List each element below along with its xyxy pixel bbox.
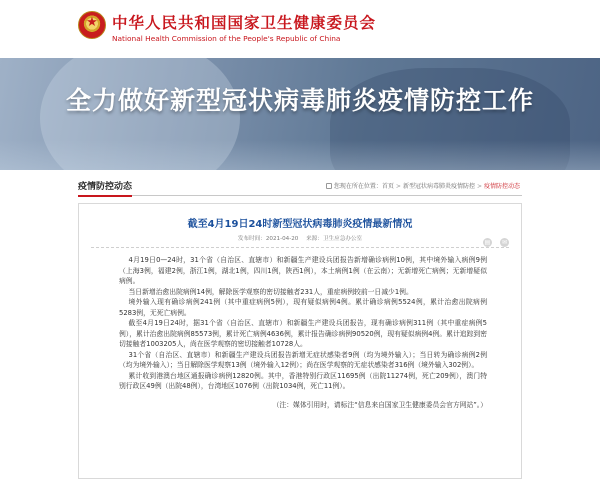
article-title: 截至4月19日24时新型冠状病毒肺炎疫情最新情况: [187, 219, 413, 230]
org-name-cn[interactable]: 中华人民共和国国家卫生健康委员会: [112, 14, 377, 32]
print-icon[interactable]: [483, 238, 492, 247]
section-title: 疫情防控动态: [78, 179, 132, 197]
home-icon: [326, 183, 332, 189]
national-emblem-icon[interactable]: [78, 11, 106, 39]
article-tools: [480, 232, 509, 251]
banner-decoration: [0, 140, 600, 170]
section-bar: [78, 178, 522, 196]
article-paragraph: 31个省（自治区、直辖市）和新疆生产建设兵团报告新增无症状感染者9例（均为境外输入）；当日转为确诊病例2例（均为境外输入）；当日解除医学观察13例（境外输入12例）；尚在医学观察的无症状感染者316例（境外输入302例）。: [119, 350, 487, 369]
breadcrumb-link-current[interactable]: 疫情防控动态: [483, 183, 520, 190]
breadcrumb-link-home[interactable]: 首页: [381, 183, 394, 190]
article-paragraph: 4月19日0—24时，31个省（自治区、直辖市）和新疆生产建设兵团报告新增确诊病例10例，其中境外输入病例9例（上海3例，福建2例，浙江1例，湖北1例，四川1例，陕西1例），本土病例1例（在云南）；无新增死亡病例；无新增疑似病例。: [119, 256, 487, 285]
publish-date: 发布时间：2021-04-20: [237, 236, 299, 242]
article-paragraph: 境外输入现有确诊病例241例（其中重症病例5例），现有疑似病例4例。累计确诊病例5524例，累计治愈出院病例5283例，无死亡病例。: [119, 298, 487, 317]
article-paragraph: 累计收到港澳台地区通报确诊病例12820例。其中，香港特别行政区11695例（出院11274例，死亡209例），澳门特别行政区49例（出院48例），台湾地区1076例（出院1034例，死亡11例）。: [119, 371, 487, 390]
org-name-en: National Health Commission of the People's Republic of China: [112, 34, 341, 43]
breadcrumb-separator: >: [395, 183, 401, 190]
share-icon[interactable]: [500, 238, 509, 247]
article-paragraph: 当日新增治愈出院病例14例，解除医学观察的密切接触者231人，重症病例较前一日减少1例。: [128, 287, 413, 296]
breadcrumb-prefix: 您现在所在位置：: [333, 183, 382, 190]
media-note: （注：媒体引用时，请标注“信息来自国家卫生健康委员会官方网站”。）: [272, 400, 487, 409]
divider: [91, 247, 509, 248]
article-source: 来源：卫生应急办公室: [306, 236, 363, 242]
article-meta: [79, 234, 521, 242]
article-paragraph: 截至4月19日24时，据31个省（自治区、直辖市）和新疆生产建设兵团报告，现有确诊病例311例（其中重症病例5例），累计治愈出院病例85573例，累计死亡病例4636例，累计报告确诊病例90520例，现有疑似病例4例。累计追踪到密切接触者1003205人，尚在医学观察的密切接触者10728人。: [119, 319, 487, 348]
breadcrumb: [326, 181, 520, 190]
banner: [0, 58, 600, 170]
article-body: [119, 255, 487, 410]
banner-title: 全力做好新型冠状病毒肺炎疫情防控工作: [65, 86, 534, 115]
site-header: [0, 0, 600, 58]
breadcrumb-separator: >: [476, 183, 482, 190]
article-container: [78, 203, 522, 479]
breadcrumb-link-covid[interactable]: 新型冠状病毒肺炎疫情防控: [402, 183, 475, 190]
